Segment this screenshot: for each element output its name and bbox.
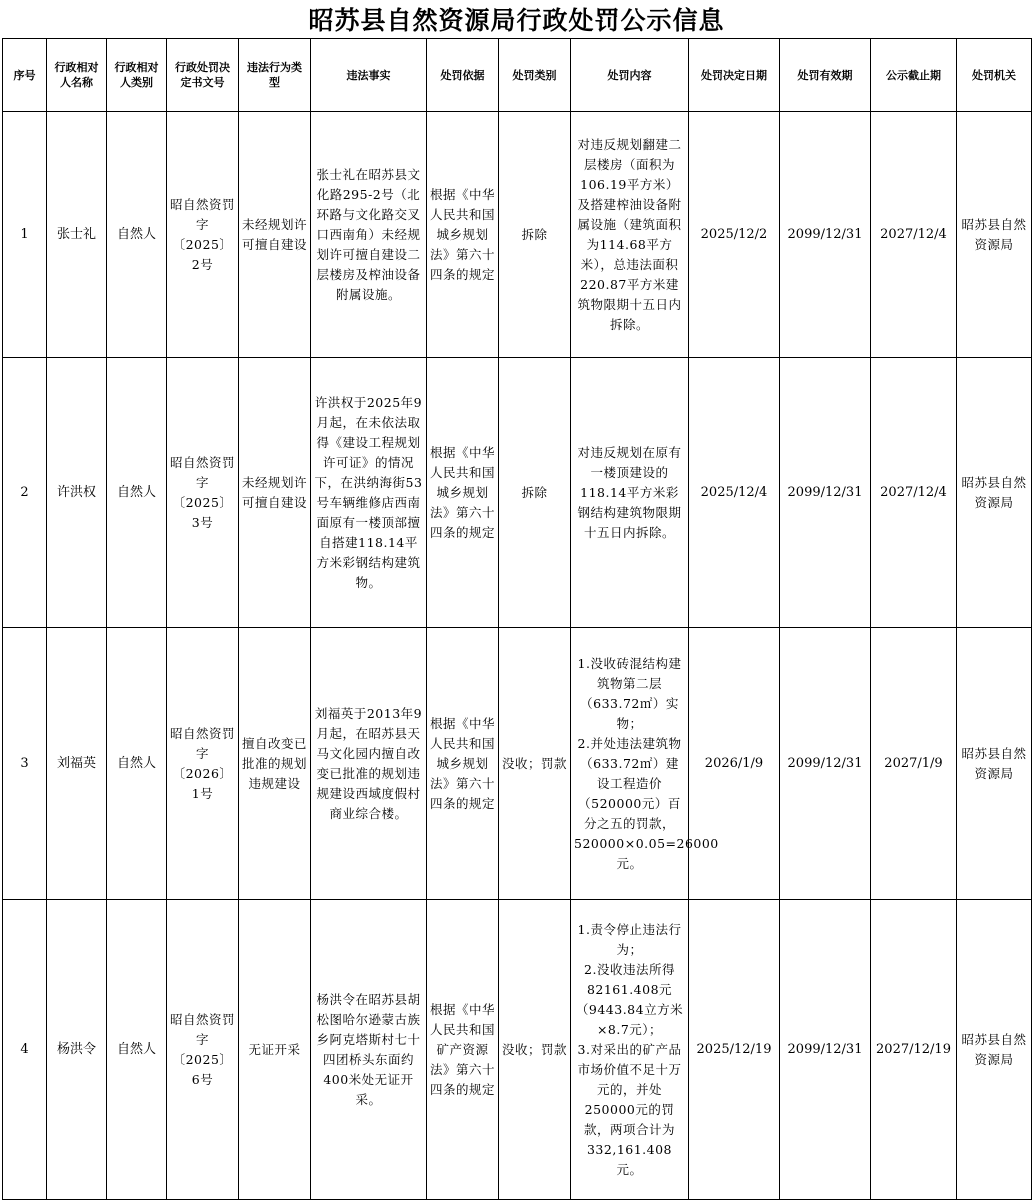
cell-no: 1 [3,112,47,358]
column-header: 违法行为类型 [239,39,311,112]
column-header: 序号 [3,39,47,112]
cell-no: 2 [3,358,47,628]
table-header-row [3,39,1032,112]
column-header: 违法事实 [311,39,427,112]
column-header: 处罚有效期 [780,39,871,112]
cell-publish-until: 2027/12/4 [871,112,957,358]
cell-no: 4 [3,900,47,1200]
cell-doc-no: 昭自然资罚字〔2025〕2号 [167,112,239,358]
cell-no: 3 [3,628,47,900]
table-row [3,628,1032,900]
cell-decision-date: 2025/12/2 [689,112,780,358]
cell-violation-type: 未经规划许可擅自建设 [239,112,311,358]
cell-name: 杨洪令 [47,900,107,1200]
cell-doc-no: 昭自然资罚字〔2025〕3号 [167,358,239,628]
cell-valid-until: 2099/12/31 [780,900,871,1200]
cell-publish-until: 2027/1/9 [871,628,957,900]
cell-penalty-type: 没收；罚款 [499,900,571,1200]
cell-content: 对违反规划翻建二层楼房（面积为106.19平方米）及搭建榨油设备附属设施（建筑面积为114.68平方米），总违法面积220.87平方米建筑物限期十五日内拆除。 [571,112,689,358]
cell-violation-type: 无证开采 [239,900,311,1200]
cell-publish-until: 2027/12/4 [871,358,957,628]
cell-category: 自然人 [107,628,167,900]
table-row [3,112,1032,358]
penalty-table [2,38,1032,1200]
column-header: 处罚类别 [499,39,571,112]
cell-authority: 昭苏县自然资源局 [957,628,1032,900]
column-header: 行政相对人类别 [107,39,167,112]
cell-penalty-type: 拆除 [499,112,571,358]
cell-violation-type: 未经规划许可擅自建设 [239,358,311,628]
column-header: 处罚决定日期 [689,39,780,112]
cell-facts: 许洪权于2025年9月起，在未依法取得《建设工程规划许可证》的情况下，在洪纳海街53号车辆维修店西南面原有一楼顶部擅自搭建118.14平方米彩钢结构建筑物。 [311,358,427,628]
column-header: 行政相对人名称 [47,39,107,112]
cell-basis: 根据《中华人民共和国城乡规划法》第六十四条的规定 [427,628,499,900]
page-title: 昭苏县自然资源局行政处罚公示信息 [308,6,725,35]
cell-basis: 根据《中华人民共和国矿产资源法》第六十四条的规定 [427,900,499,1200]
cell-penalty-type: 没收；罚款 [499,628,571,900]
cell-basis: 根据《中华人民共和国城乡规划法》第六十四条的规定 [427,112,499,358]
cell-category: 自然人 [107,358,167,628]
column-header: 处罚机关 [957,39,1032,112]
cell-valid-until: 2099/12/31 [780,112,871,358]
cell-name: 许洪权 [47,358,107,628]
cell-content: 对违反规划在原有一楼顶建设的118.14平方米彩钢结构建筑物限期十五日内拆除。 [571,358,689,628]
cell-facts: 刘福英于2013年9月起，在昭苏县天马文化园内擅自改变已批准的规划违规建设西域度假村商业综合楼。 [311,628,427,900]
table-row [3,358,1032,628]
cell-doc-no: 昭自然资罚字〔2025〕6号 [167,900,239,1200]
cell-publish-until: 2027/12/19 [871,900,957,1200]
cell-facts: 张士礼在昭苏县文化路295-2号（北环路与文化路交叉口西南角）未经规划许可擅自建设二层楼房及榨油设备附属设施。 [311,112,427,358]
cell-doc-no: 昭自然资罚字〔2026〕1号 [167,628,239,900]
cell-valid-until: 2099/12/31 [780,358,871,628]
cell-name: 刘福英 [47,628,107,900]
cell-penalty-type: 拆除 [499,358,571,628]
cell-authority: 昭苏县自然资源局 [957,900,1032,1200]
column-header: 行政处罚决定书文号 [167,39,239,112]
cell-violation-type: 擅自改变已批准的规划违规建设 [239,628,311,900]
column-header: 公示截止期 [871,39,957,112]
table-row [3,900,1032,1200]
cell-valid-until: 2099/12/31 [780,628,871,900]
cell-name: 张士礼 [47,112,107,358]
cell-category: 自然人 [107,112,167,358]
cell-category: 自然人 [107,900,167,1200]
cell-content: 1.责令停止违法行为； 2.没收违法所得82161.408元（9443.84立方米×8.7元）； 3.对采出的矿产品市场价值不足十万元的，并处250000元的罚款，两项合计为332,161.408元。 [571,900,689,1200]
column-header: 处罚内容 [571,39,689,112]
table-body [3,112,1032,1200]
cell-authority: 昭苏县自然资源局 [957,358,1032,628]
cell-content: 1.没收砖混结构建筑物第二层（633.72㎡）实物； 2.并处违法建筑物（633.72㎡）建设工程造价（520000元）百分之五的罚款，520000×0.05=26000元。 [571,628,689,900]
cell-decision-date: 2026/1/9 [689,628,780,900]
cell-decision-date: 2025/12/19 [689,900,780,1200]
column-header: 处罚依据 [427,39,499,112]
cell-authority: 昭苏县自然资源局 [957,112,1032,358]
cell-facts: 杨洪令在昭苏县胡松图哈尔逊蒙古族乡阿克塔斯村七十四团桥头东面约400米处无证开采。 [311,900,427,1200]
cell-decision-date: 2025/12/4 [689,358,780,628]
cell-basis: 根据《中华人民共和国城乡规划法》第六十四条的规定 [427,358,499,628]
